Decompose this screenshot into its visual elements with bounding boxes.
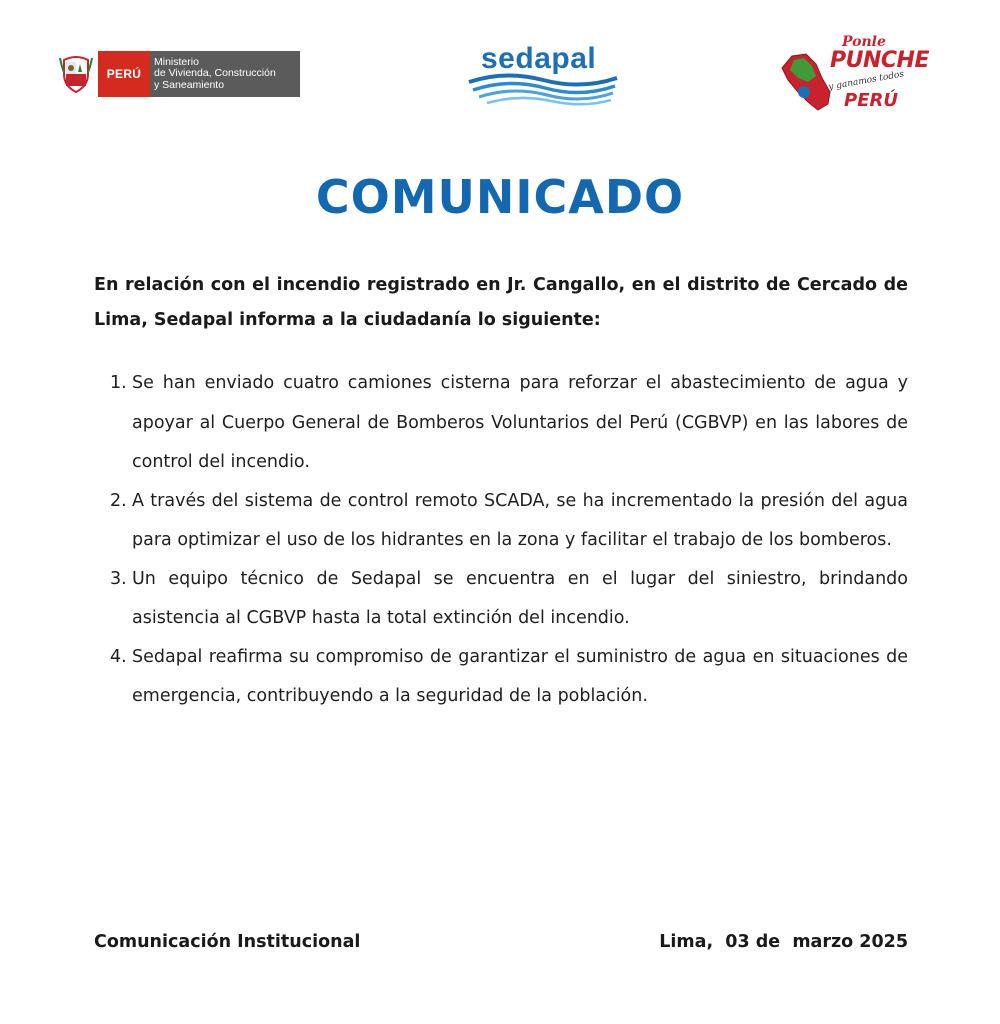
list-item-text: Un equipo técnico de Sedapal se encuentra en el lugar del siniestro, brindando asistencia al CGBVP hasta la total extinción del incendio.	[132, 568, 908, 628]
punche-ponle-text: Ponle	[842, 34, 886, 50]
ponle-punche-logo	[778, 34, 928, 118]
list-item	[110, 482, 908, 561]
list-item	[110, 364, 908, 483]
list-item-number: 2.	[110, 490, 127, 511]
list-item	[110, 560, 908, 639]
ministry-line-3: y Saneamiento	[154, 78, 225, 91]
list-item-number: 4.	[110, 646, 127, 667]
list-item-number: 1.	[110, 373, 127, 393]
intro-paragraph: En relación con el incendio registrado en Jr. Cangallo, en el distrito de Cercado de Lima, Sedapal informa a la ciudadanía lo siguiente:	[94, 275, 908, 330]
punche-sub-text: y ganamos todos	[827, 69, 905, 93]
punche-main-text: PUNCHE	[830, 48, 929, 73]
peru-coat-of-arms-icon	[58, 54, 94, 94]
sedapal-logo-text: sedapal	[481, 42, 597, 75]
list-item-text: Se han enviado cuatro camiones cisterna para reforzar el abastecimiento de agua y apoyar al Cuerpo General de Bomberos Voluntarios del Perú (CGBVP) en las labores de control del incendio.	[132, 373, 908, 472]
page-title: COMUNICADO	[315, 170, 685, 224]
list-item-number: 3.	[110, 568, 127, 589]
peru-label-box	[98, 51, 150, 97]
sedapal-logo	[465, 42, 621, 106]
peru-map-icon	[778, 52, 834, 114]
peru-label: PERÚ	[106, 67, 142, 81]
punche-peru-text: PERÚ	[844, 90, 898, 111]
ministry-line-2: de Vivienda, Construcción	[154, 67, 276, 80]
water-waves-icon	[465, 72, 621, 106]
numbered-list	[110, 364, 908, 716]
signature: Comunicación Institucional	[94, 932, 361, 952]
list-item-text: A través del sistema de control remoto SCADA, se ha incrementado la presión del agua para optimizar el uso de los hidrantes en la zona y facilitar el trabajo de los bomberos.	[132, 490, 908, 550]
list-item	[110, 638, 908, 717]
date-line: Lima, 03 de marzo 2025	[659, 932, 908, 952]
list-item-text: Sedapal reafirma su compromiso de garantizar el suministro de agua en situaciones de emergencia, contribuyendo a la seguridad de la población.	[132, 646, 908, 706]
ministry-name-box	[150, 51, 300, 97]
ministry-line-1: Ministerio	[154, 55, 199, 68]
ministry-logo	[58, 50, 300, 98]
